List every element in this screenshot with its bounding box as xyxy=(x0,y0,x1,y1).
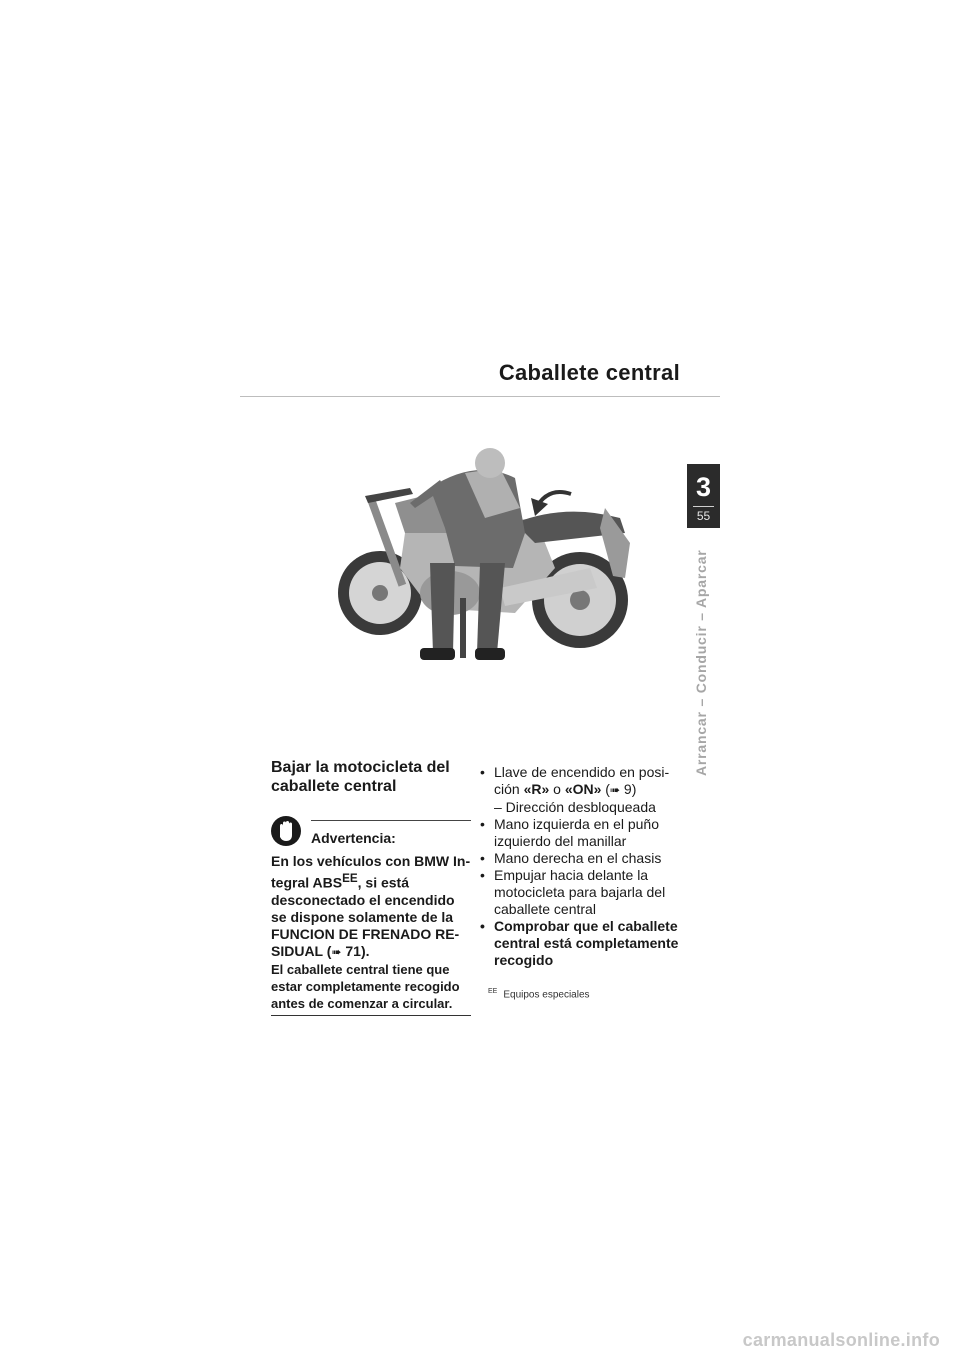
chapter-number: 3 xyxy=(695,472,712,502)
special-equipment-marker: EE xyxy=(342,872,358,885)
warning-hand-icon xyxy=(271,816,301,846)
list-item: • Mano izquierda en el puño izquierdo del manillar xyxy=(480,816,690,850)
warning-page-reference: 71). xyxy=(341,942,370,959)
section-heading-line2: caballete central xyxy=(271,778,397,795)
list-item xyxy=(480,764,690,799)
list-item-text: o xyxy=(549,781,565,797)
key-position-r: «R» xyxy=(523,781,550,797)
warning-text-part2: , si está desconectado el encendido se dispone solamente de la FUNCION DE FRENADO RE-SIDUAL ( xyxy=(271,874,460,959)
warning-box xyxy=(271,816,471,847)
footnote xyxy=(488,988,590,1000)
warning-text xyxy=(271,853,471,961)
page-number: 55 xyxy=(696,509,711,523)
warning-label: Advertencia: xyxy=(311,830,396,846)
instruction-list xyxy=(480,764,690,799)
list-item-text: ( xyxy=(601,781,610,797)
page-reference-arrow-icon: ➠ xyxy=(609,783,621,797)
instruction-list xyxy=(480,816,690,969)
chapter-side-label: Arrancar – Conducir – Aparcar xyxy=(693,549,709,776)
list-item: • Empujar hacia delante la motocicleta para bajarla del caballete central xyxy=(480,867,690,918)
motorcycle-center-stand-illustration xyxy=(335,448,640,678)
list-sub-item: – Dirección desbloqueada xyxy=(494,799,656,815)
list-item: • Mano derecha en el chasis xyxy=(480,850,690,867)
right-column xyxy=(480,764,690,969)
chapter-tab xyxy=(687,464,720,528)
page-reference-arrow-icon: ➠ xyxy=(331,944,342,959)
warning-text-stand: El caballete central tiene que estar completamente recogido antes de comenzar a circular. xyxy=(271,961,471,1016)
section-heading xyxy=(271,758,471,796)
warning-divider xyxy=(311,820,471,821)
chapter-divider xyxy=(693,506,714,507)
section-heading-line1: Bajar la motocicleta del xyxy=(271,759,450,776)
watermark: carmanualsonline.info xyxy=(742,1330,940,1350)
page-reference: 9) xyxy=(620,781,637,797)
footnote-text: Equipos especiales xyxy=(503,989,590,1001)
title-divider xyxy=(240,396,720,397)
warning-text-part1: En los vehículos con BMW In-tegral ABS xyxy=(271,853,471,891)
left-column xyxy=(271,758,471,1016)
page-title: Caballete central xyxy=(498,360,680,385)
list-item: • Comprobar que el caballete central está completamente recogido xyxy=(480,918,690,969)
key-position-on: «ON» xyxy=(564,781,602,797)
footnote-marker: EE xyxy=(488,988,498,995)
list-item-text: Llave de encendido en posi-ción xyxy=(494,764,670,797)
